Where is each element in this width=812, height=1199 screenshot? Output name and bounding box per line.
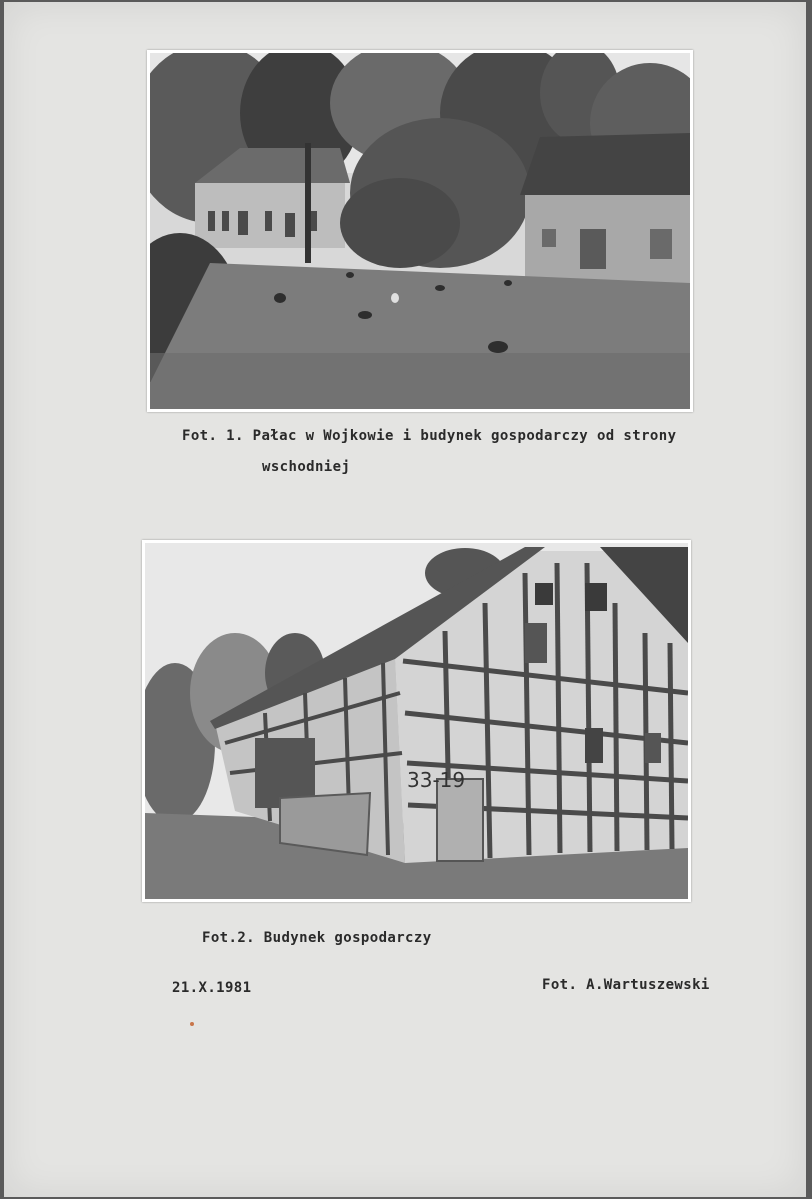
date: 21.X.1981 bbox=[172, 980, 252, 996]
photo-1-caption-line-2: wschodniej bbox=[262, 459, 351, 475]
photo-2-caption: Fot.2. Budynek gospodarczy bbox=[202, 930, 432, 946]
wall-number: 33-19 bbox=[407, 768, 466, 792]
paper-speck bbox=[190, 1022, 194, 1026]
photo-2-image bbox=[145, 543, 688, 899]
photo-credit: Fot. A.Wartuszewski bbox=[542, 977, 710, 993]
photo-farm-building bbox=[142, 540, 691, 902]
photo-1-image bbox=[150, 53, 690, 409]
archive-sheet bbox=[4, 2, 806, 1197]
photo-palace-and-farm-building bbox=[147, 50, 693, 412]
photo-1-caption-line-1: Fot. 1. Pałac w Wojkowie i budynek gospodarczy od strony bbox=[182, 428, 677, 444]
